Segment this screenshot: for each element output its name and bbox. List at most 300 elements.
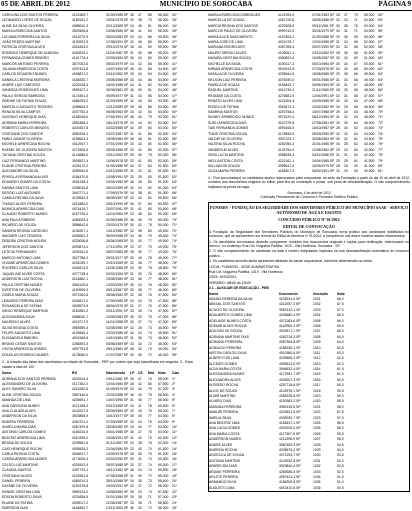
table-row-cell: 7º <box>172 408 176 413</box>
table-row-cell: 66 <box>354 93 358 98</box>
table-row-cell: 32 <box>130 325 134 330</box>
table-row-cell: EVERTON DE OLIVEIRA <box>2 287 41 292</box>
table-row-cell: 44 <box>138 120 142 125</box>
table-row-cell: 34 <box>138 341 142 346</box>
table-row-cell: 35 <box>130 201 134 206</box>
table-row-cell: 46,500 <box>364 104 375 109</box>
table-row-cell: 46,500 <box>158 336 169 341</box>
table-row-cell: 31 <box>130 239 134 244</box>
table-row-cell: 26/04/1985 SP <box>106 239 129 244</box>
table-row-cell: 68º <box>172 207 178 212</box>
table-row-cell: 58º <box>172 153 178 158</box>
table-row-cell: 33 <box>344 77 348 82</box>
table-row-cell: 65,000 <box>158 408 169 413</box>
table-row-cell: 43 <box>138 72 142 77</box>
paragraph-2: 1. Os candidatos convocados deverão comparecer munidos dos documentos originais e cópias para verificação, relacionados no Anexo I, no endereço Rua Cel. Nogueira Padilha, 1019 - Vila Hortência, Sorocaba - SP. <box>209 239 409 248</box>
table-row-cell: 13º <box>172 441 178 446</box>
table-row-cell: 39 <box>138 271 142 276</box>
table-row-cell: 30 <box>130 185 134 190</box>
table-row-cell: 19/03/1991 SP <box>106 484 129 489</box>
table-row-cell: 46,500 <box>158 325 169 330</box>
table-row-cell: CAIO HENRIQUE ROCHA <box>2 446 43 451</box>
table-row-cell: 85 <box>148 13 152 17</box>
table-row-cell: 1017 <box>313 383 321 388</box>
table-row-cell: 22º <box>172 489 178 494</box>
table-row-cell: 35 <box>130 314 134 319</box>
table-row-cell: 71 <box>354 18 358 23</box>
table-row-cell: 52,000 <box>158 153 169 158</box>
table-row-cell: 04/04/1983 SP <box>106 180 129 185</box>
table-row-cell: 81 <box>148 190 152 195</box>
table-row-cell: 4109532-5 <box>72 196 89 201</box>
table-row-cell: 35º <box>172 29 178 34</box>
table-row-cell: JULIANA APARECIDA COSTA <box>2 66 49 71</box>
table-row-cell: 28 <box>336 163 340 168</box>
table-row-cell: 77 <box>148 250 152 255</box>
table-row-cell: 40 <box>138 239 142 244</box>
table-row-cell: 61,000 <box>158 452 169 457</box>
table-row-cell: 1029 <box>313 447 321 452</box>
table-row-cell: 51,500 <box>364 50 375 55</box>
table-row-cell: 78 <box>148 223 152 228</box>
table-row-cell: 61º <box>172 169 178 174</box>
table-row-cell: 55,000 <box>158 56 169 61</box>
table-row-cell: 06/10/1984 SP <box>312 61 335 66</box>
table-row-cell: 30/06/1983 SP <box>312 83 335 88</box>
table-row-cell: 49,000 <box>158 255 169 260</box>
table-row-cell: 18/10/1975 SP <box>106 120 129 125</box>
table-row-cell: 02/08/1980 SP <box>106 325 129 330</box>
table-row-cell: 50º <box>172 110 178 115</box>
table-row-cell: 4014736-2 <box>278 88 295 93</box>
table-row-cell: 80 <box>148 180 152 185</box>
table-row-cell: 31 <box>130 304 134 309</box>
table-row-cell: 59,5 <box>337 388 344 393</box>
table-row-cell: 78 <box>148 392 152 397</box>
table-row-cell: MARCOS PAULO DE OLIVEIRA <box>208 29 258 34</box>
table-row-cell: 4057394-8 SP <box>279 340 301 345</box>
table-row-cell: 4078190-0 <box>278 77 295 82</box>
table-row-cell: ELISANGELA RIBEIRO <box>2 336 38 341</box>
table-row-cell: 32 <box>336 131 340 136</box>
table-row-cell: 27/03/1978 SP <box>312 66 335 71</box>
table-row-cell: 41 <box>138 457 142 462</box>
table-row-cell: 27/01/1983 SP <box>312 13 335 17</box>
table-row-cell: 4276581-9 <box>278 93 295 98</box>
table-row-cell: 67 <box>354 83 358 88</box>
table-row-cell: 61 <box>354 136 358 141</box>
table-row-cell: 17/09/1976 SP <box>106 190 129 195</box>
table-row-cell: 4297413-8 <box>72 66 89 71</box>
table-row-cell: 1021 <box>313 404 321 409</box>
table-row-cell: 31 <box>130 473 134 478</box>
table-row-cell: AUGUSTO LIMA <box>209 485 235 490</box>
table-row-cell: MARIANA RODRIGUES <box>208 45 245 50</box>
table-row-cell: 1009 <box>313 340 321 345</box>
table-row-cell: 31 <box>130 169 134 174</box>
table-row-cell: 1003 <box>313 307 321 312</box>
table-row-cell: 4102961-6 <box>72 473 89 478</box>
table-row-cell: 35 <box>130 452 134 457</box>
table-row-cell: 62º <box>378 66 384 71</box>
table-row-cell: 56,5 <box>337 421 344 425</box>
table-row-cell: 80 <box>148 207 152 212</box>
table-row-cell: 4178060-0 <box>72 352 89 357</box>
table-row-cell: 36 <box>344 34 348 39</box>
table-row-cell: 35 <box>138 500 142 505</box>
table-row-cell: 65 <box>354 104 358 109</box>
table-row-cell: 32 <box>130 120 134 125</box>
table-row-cell: 36 <box>138 352 142 357</box>
table-row-cell: 34 <box>130 479 134 483</box>
table-row-cell: 4121565-7 <box>72 13 89 17</box>
table-row-cell: 32 <box>344 136 348 141</box>
table-row-cell: 38 <box>138 18 142 23</box>
table-row-cell: 24º <box>172 500 178 505</box>
table-row-cell: 33 <box>130 110 134 115</box>
table-row-cell: 57º <box>378 39 384 44</box>
table-row-cell: 34 <box>344 110 348 115</box>
table-row-cell: 51,000 <box>158 185 169 190</box>
table-row-cell: 29 <box>336 34 340 39</box>
table-row-cell: AMAURI PEREIRA <box>209 410 239 415</box>
table-row-cell: 80 <box>148 381 152 386</box>
table-row-cell: 67,0 <box>337 307 344 312</box>
table-row-cell: ALVARO DIAS <box>209 399 232 404</box>
table-row-cell: 47,000 <box>364 99 375 104</box>
table-row-cell: 16/10/1977 SP <box>106 414 129 419</box>
table-row-cell: JEFERSON DOS SANTOS <box>2 244 44 249</box>
table-row-cell: 62,500 <box>158 435 169 440</box>
table-row-cell: 21/01/1986 SP <box>312 142 335 147</box>
table-row-cell: 31 <box>336 153 340 158</box>
table-row-cell: 53,000 <box>158 126 169 131</box>
table-row-cell: 4065225-8 SP <box>279 394 301 399</box>
table-row-cell: 49,000 <box>364 77 375 82</box>
table-row-cell: 37 <box>138 244 142 249</box>
table-row-cell: 37 <box>344 13 348 17</box>
table-row-cell: 35 <box>344 23 348 28</box>
table-row-cell: 4142932-8 SP <box>279 458 301 463</box>
table-row-cell: 4164843-7 <box>278 83 295 88</box>
table-row-cell: 59º <box>172 158 178 163</box>
table-row-cell: 36 <box>138 452 142 457</box>
table-row-cell: AMANDA DE LIMA <box>2 398 31 403</box>
candidate-list-a <box>2 13 204 358</box>
table-row-cell: 08/05/1987 SP <box>106 196 129 201</box>
table-row-cell: 51,000 <box>158 180 169 185</box>
table-row-cell: MICHELE APARECIDA ROCHA <box>2 142 51 147</box>
table-row-cell: 80 <box>148 99 152 104</box>
table-row-cell: 61,5 <box>337 367 344 372</box>
table-row-cell: 34 <box>336 142 340 147</box>
table-row-cell: 24/12/1982 SP <box>312 50 335 55</box>
table-row-cell: 4186224-5 <box>72 430 89 435</box>
table-row-cell: 4222918-3 <box>72 83 89 88</box>
table-row-cell: 31 <box>344 153 348 158</box>
table-row-cell: ANA LUCIA GOMES <box>209 426 241 431</box>
table-row-cell: 10/06/1991 SP <box>106 435 129 440</box>
table-row-cell: 36º <box>172 34 178 39</box>
table-row-cell: 1033 <box>313 469 321 474</box>
table-row-cell: 3946632-4 SP <box>279 367 301 372</box>
table-row-cell: 28/09/1986 SP <box>106 147 129 152</box>
table-row-cell: 22/02/1988 SP <box>106 392 129 397</box>
table-row-cell: 06/02/1991 SP <box>312 169 335 174</box>
table-row-cell: 4257733-1 <box>72 468 89 473</box>
table-row-cell: 65 <box>354 88 358 93</box>
table-row-cell: WAGNER LUIS TEIXEIRA <box>2 234 42 239</box>
table-row-cell: 52,000 <box>364 45 375 50</box>
table-row-cell: 40 <box>138 392 142 397</box>
table-row-cell: 67º <box>172 201 178 206</box>
table-row-cell: 85 <box>148 39 152 44</box>
table-row-cell: 60,500 <box>158 457 169 462</box>
table-row-cell: 75 <box>148 419 152 424</box>
table-row-cell: 30/06/1981 SP <box>106 88 129 93</box>
table-row-cell: 44,500 <box>364 126 375 131</box>
table-row-cell: 3969124-0 <box>72 489 89 494</box>
table-row-cell: JAQUELINE ALVES COSTA <box>2 271 45 276</box>
table-row-cell: 1004 <box>313 313 321 318</box>
table-row-cell: 47,500 <box>158 304 169 309</box>
table-row-cell: 77 <box>148 425 152 430</box>
table-row-cell: SABRINA SANTOS <box>208 110 238 115</box>
table-row-cell: 66,0 <box>337 318 344 323</box>
table-row-cell: 82 <box>148 212 152 217</box>
table-row-cell: PAULA CRISTINA NUNES <box>2 282 43 287</box>
table-row-cell: 86º <box>172 304 178 309</box>
table-row-cell: NATALIA DE OLIVEIRA <box>208 72 244 77</box>
table-row-cell: 45,500 <box>364 115 375 120</box>
table-row-cell: 46,000 <box>158 341 169 346</box>
table-row-cell: 55,0 <box>337 437 344 442</box>
table-row-cell: 35 <box>344 72 348 77</box>
table-row-cell: FELIPE AUGUSTO LIMA <box>2 331 40 336</box>
table-row-cell: 4063472-1 <box>278 104 295 109</box>
table-row-cell: 67 <box>354 61 358 66</box>
table-row-cell: VIVIANE APARECIDA GOMES <box>2 260 49 265</box>
table-row-cell: 33 <box>130 142 134 147</box>
table-row-cell: 3988642-6 <box>72 223 89 228</box>
table-row-cell: 18/06/1986 SP <box>312 18 335 23</box>
table-row-cell: 36 <box>138 277 142 282</box>
table-row-cell: 71 <box>148 500 152 505</box>
table-row-cell: 33º <box>172 18 178 23</box>
table-row-cell: 4066293-0 <box>72 99 89 104</box>
table-row-cell: ANGELICA DE SOUZA <box>209 453 245 458</box>
table-row-cell: TAIS FERNANDA GOMES <box>208 126 249 131</box>
table-row-cell: 1036 <box>313 485 321 490</box>
table-row-cell: 02/02/1984 SP <box>106 271 129 276</box>
table-row-cell: ALEXANDRA ALVES <box>209 377 241 382</box>
convocation-table <box>209 297 409 491</box>
table-row-cell: 9º <box>172 419 176 424</box>
table-row-cell: 30 <box>336 99 340 104</box>
table-row-cell: 1001 <box>313 297 321 302</box>
table-row-cell: 3923871-7 SP <box>279 329 301 334</box>
table-row-cell: VALERIA SILVA ROCHA <box>208 142 245 147</box>
table-row-cell: 34 <box>130 234 134 239</box>
table-row-cell: 63º <box>378 72 384 77</box>
table-row-cell: 70º <box>378 110 384 115</box>
table-row-cell: 32 <box>130 99 134 104</box>
table-row-cell: 20/10/1989 SP <box>106 260 129 265</box>
table-row-cell: 47 <box>138 13 142 17</box>
table-row-cell: 67,5 <box>337 302 344 307</box>
table-row-cell: 45 <box>138 398 142 403</box>
table-row-cell: 3942771-1 <box>72 190 89 195</box>
table-row-cell: 71 <box>148 495 152 500</box>
table-row-cell: 80º <box>378 163 384 168</box>
table-row-cell: ADELAIDE NUNES COSTA <box>209 318 251 323</box>
table-row-cell: 28/10/1986 SP <box>106 479 129 483</box>
table-row-cell: 59,000 <box>158 473 169 478</box>
table-row-cell: 4071253-7 SP <box>279 453 301 458</box>
table-row-cell: 33 <box>344 163 348 168</box>
table-row-cell: 34 <box>130 331 134 336</box>
table-row-cell: 1022 <box>313 410 321 415</box>
table-row-cell: 44 <box>138 387 142 392</box>
table-row-cell: 50,000 <box>158 217 169 222</box>
column-header: Nota <box>158 371 166 376</box>
table-row-cell: 05/12/1987 SP <box>106 287 129 292</box>
table-row-cell: 57,0 <box>337 415 344 420</box>
table-row-cell: 37º <box>172 39 178 44</box>
table-row <box>2 506 204 511</box>
table-row-cell: 4262050-2 <box>278 142 295 147</box>
table-row-cell: 4185307-3 <box>278 169 295 174</box>
table-row-cell: 14º <box>172 446 178 451</box>
table-row-cell: 29 <box>344 104 348 109</box>
table-row-cell: 42 <box>138 147 142 152</box>
table-row-cell: 4010395-0 <box>72 435 89 440</box>
list-note: 2 - A relação das listas dos candidatos na cidade de Sorocaba - PRP por ordem que seja classificada em seguida. 3 - Essa cidade a lista de 100 <box>2 360 193 369</box>
table-row-cell: 33 <box>130 341 134 346</box>
table-row-cell: 01/01/1984 SP <box>106 495 129 500</box>
column-header: Nome <box>2 371 12 376</box>
table-row-cell: ALESSANDRA NUNES <box>209 372 245 377</box>
table-row-cell: 35 <box>130 153 134 158</box>
table-row-cell: 80 <box>148 142 152 147</box>
table-row-cell: SERGIO LUIZ ANTUNES <box>2 190 41 195</box>
table-row-cell: 32 <box>130 293 134 298</box>
table-row-cell: 11/01/1984 SP <box>106 212 129 217</box>
table-row-cell: 42º <box>172 66 178 71</box>
table-row-cell: 72 <box>148 505 152 510</box>
table-row-cell: 50,000 <box>158 212 169 217</box>
table-row-cell: 76 <box>148 271 152 276</box>
table-row-cell: 46º <box>172 88 178 93</box>
table-row <box>209 486 409 491</box>
table-row-cell: 30 <box>344 120 348 125</box>
table-row-cell: ANA CAROLINA NUNES <box>2 403 40 408</box>
table-row-cell: 3975120-3 <box>278 115 295 120</box>
table-row-cell: 4102976-1 SP <box>279 388 301 393</box>
table-row-cell: RODRIGO HENRIQUE DE ALMEIDA <box>2 50 59 55</box>
table-row-cell: 53,500 <box>158 99 169 104</box>
table-row-cell: 4157606-2 <box>278 34 295 39</box>
table-row-cell: MAURO SERGIO ALVES <box>208 50 247 55</box>
table-row-cell: 35 <box>130 250 134 255</box>
table-row-cell: REGIANE DA COSTA <box>208 93 242 98</box>
table-row-cell: 40 <box>138 66 142 71</box>
table-row-cell: 33 <box>138 314 142 319</box>
table-row-cell: 4235944-5 <box>278 72 295 77</box>
table-row-cell: 32 <box>336 18 340 23</box>
table-row-cell: 36 <box>138 180 142 185</box>
table-row-cell: EDSON ROBERTO SILVA <box>2 495 42 500</box>
table-row-cell: 1012 <box>313 356 321 361</box>
table-row-cell: 31 <box>130 271 134 276</box>
table-row-cell: 36 <box>130 88 134 93</box>
table-row-cell: 48,000 <box>364 88 375 93</box>
table-row-cell: 49,000 <box>158 250 169 255</box>
table-row-cell: 4071268-2 <box>72 403 89 408</box>
table-row-cell: ANDREIA ROCHA <box>209 447 238 452</box>
table-row-cell: 28/08/1982 SP <box>106 425 129 430</box>
table-row-cell: MARCIO ANTONIO LIMA <box>2 255 41 260</box>
table-row-cell: 4039017-2 <box>72 500 89 505</box>
table-row-cell: 44 <box>138 419 142 424</box>
table-row-cell: 30 <box>130 147 134 152</box>
table-row-cell: 79 <box>148 115 152 120</box>
table-row-cell: 42,500 <box>364 147 375 152</box>
header-page-number: PÁGINA 9 <box>378 0 411 8</box>
table-row-cell: 4195524-3 <box>72 136 89 141</box>
table-row-cell: 4174451-5 <box>72 93 89 98</box>
table-row-cell: 29/10/1990 SP <box>106 201 129 206</box>
table-row-cell: 86 <box>148 34 152 39</box>
table-row-cell: 4028192-9 <box>72 462 89 467</box>
table-row-cell: 4224821-9 SP <box>279 410 301 415</box>
table-row-cell: 33 <box>336 83 340 88</box>
table-row-cell: 73 <box>148 457 152 462</box>
table-row-cell: 10/04/1984 SP <box>106 381 129 386</box>
table-row-cell: 41º <box>172 61 178 66</box>
table-row-cell: 36 <box>344 50 348 55</box>
table-row-cell: 32 <box>130 408 134 413</box>
header-organization: MUNICÍPIO DE SOROCABA <box>159 0 253 8</box>
table-row-cell: 34 <box>336 29 340 34</box>
table-row-cell: 1018 <box>313 388 321 393</box>
table-row-cell: ACACIO DE OLIVEIRA <box>209 307 245 312</box>
table-row-cell: 76 <box>148 430 152 435</box>
table-row-cell: 08/07/1983 SP <box>106 250 129 255</box>
table-row-cell: 51,0 <box>337 480 344 485</box>
table-row-cell: 29 <box>344 169 348 174</box>
table-row-cell: 59,500 <box>158 468 169 473</box>
column-header: Documento <box>279 291 298 296</box>
table-row-cell: 1005 <box>313 318 321 323</box>
column-header: CE <box>138 371 143 376</box>
table-row-cell: 55º <box>172 136 178 141</box>
table-row-cell: 16º <box>172 457 178 462</box>
table-row-cell: 64,0 <box>337 340 344 345</box>
table-row-cell: 3905521-4 <box>72 158 89 163</box>
table-row-cell: 1026 <box>313 431 321 436</box>
table-row-cell: 1014 <box>313 367 321 372</box>
table-row-cell: 64 <box>354 99 358 104</box>
table-row-cell: 41 <box>138 158 142 163</box>
table-row-cell: 14/10/1984 SP <box>106 336 129 341</box>
table-row-cell: 29 <box>336 72 340 77</box>
table-row-cell: 85 <box>148 147 152 152</box>
table-row-cell: 34 <box>138 468 142 473</box>
table-row-cell: DANIEL PEREIRA <box>2 479 30 483</box>
table-row-cell: 1008 <box>313 334 321 339</box>
table-row-cell: 55,5 <box>337 431 344 436</box>
